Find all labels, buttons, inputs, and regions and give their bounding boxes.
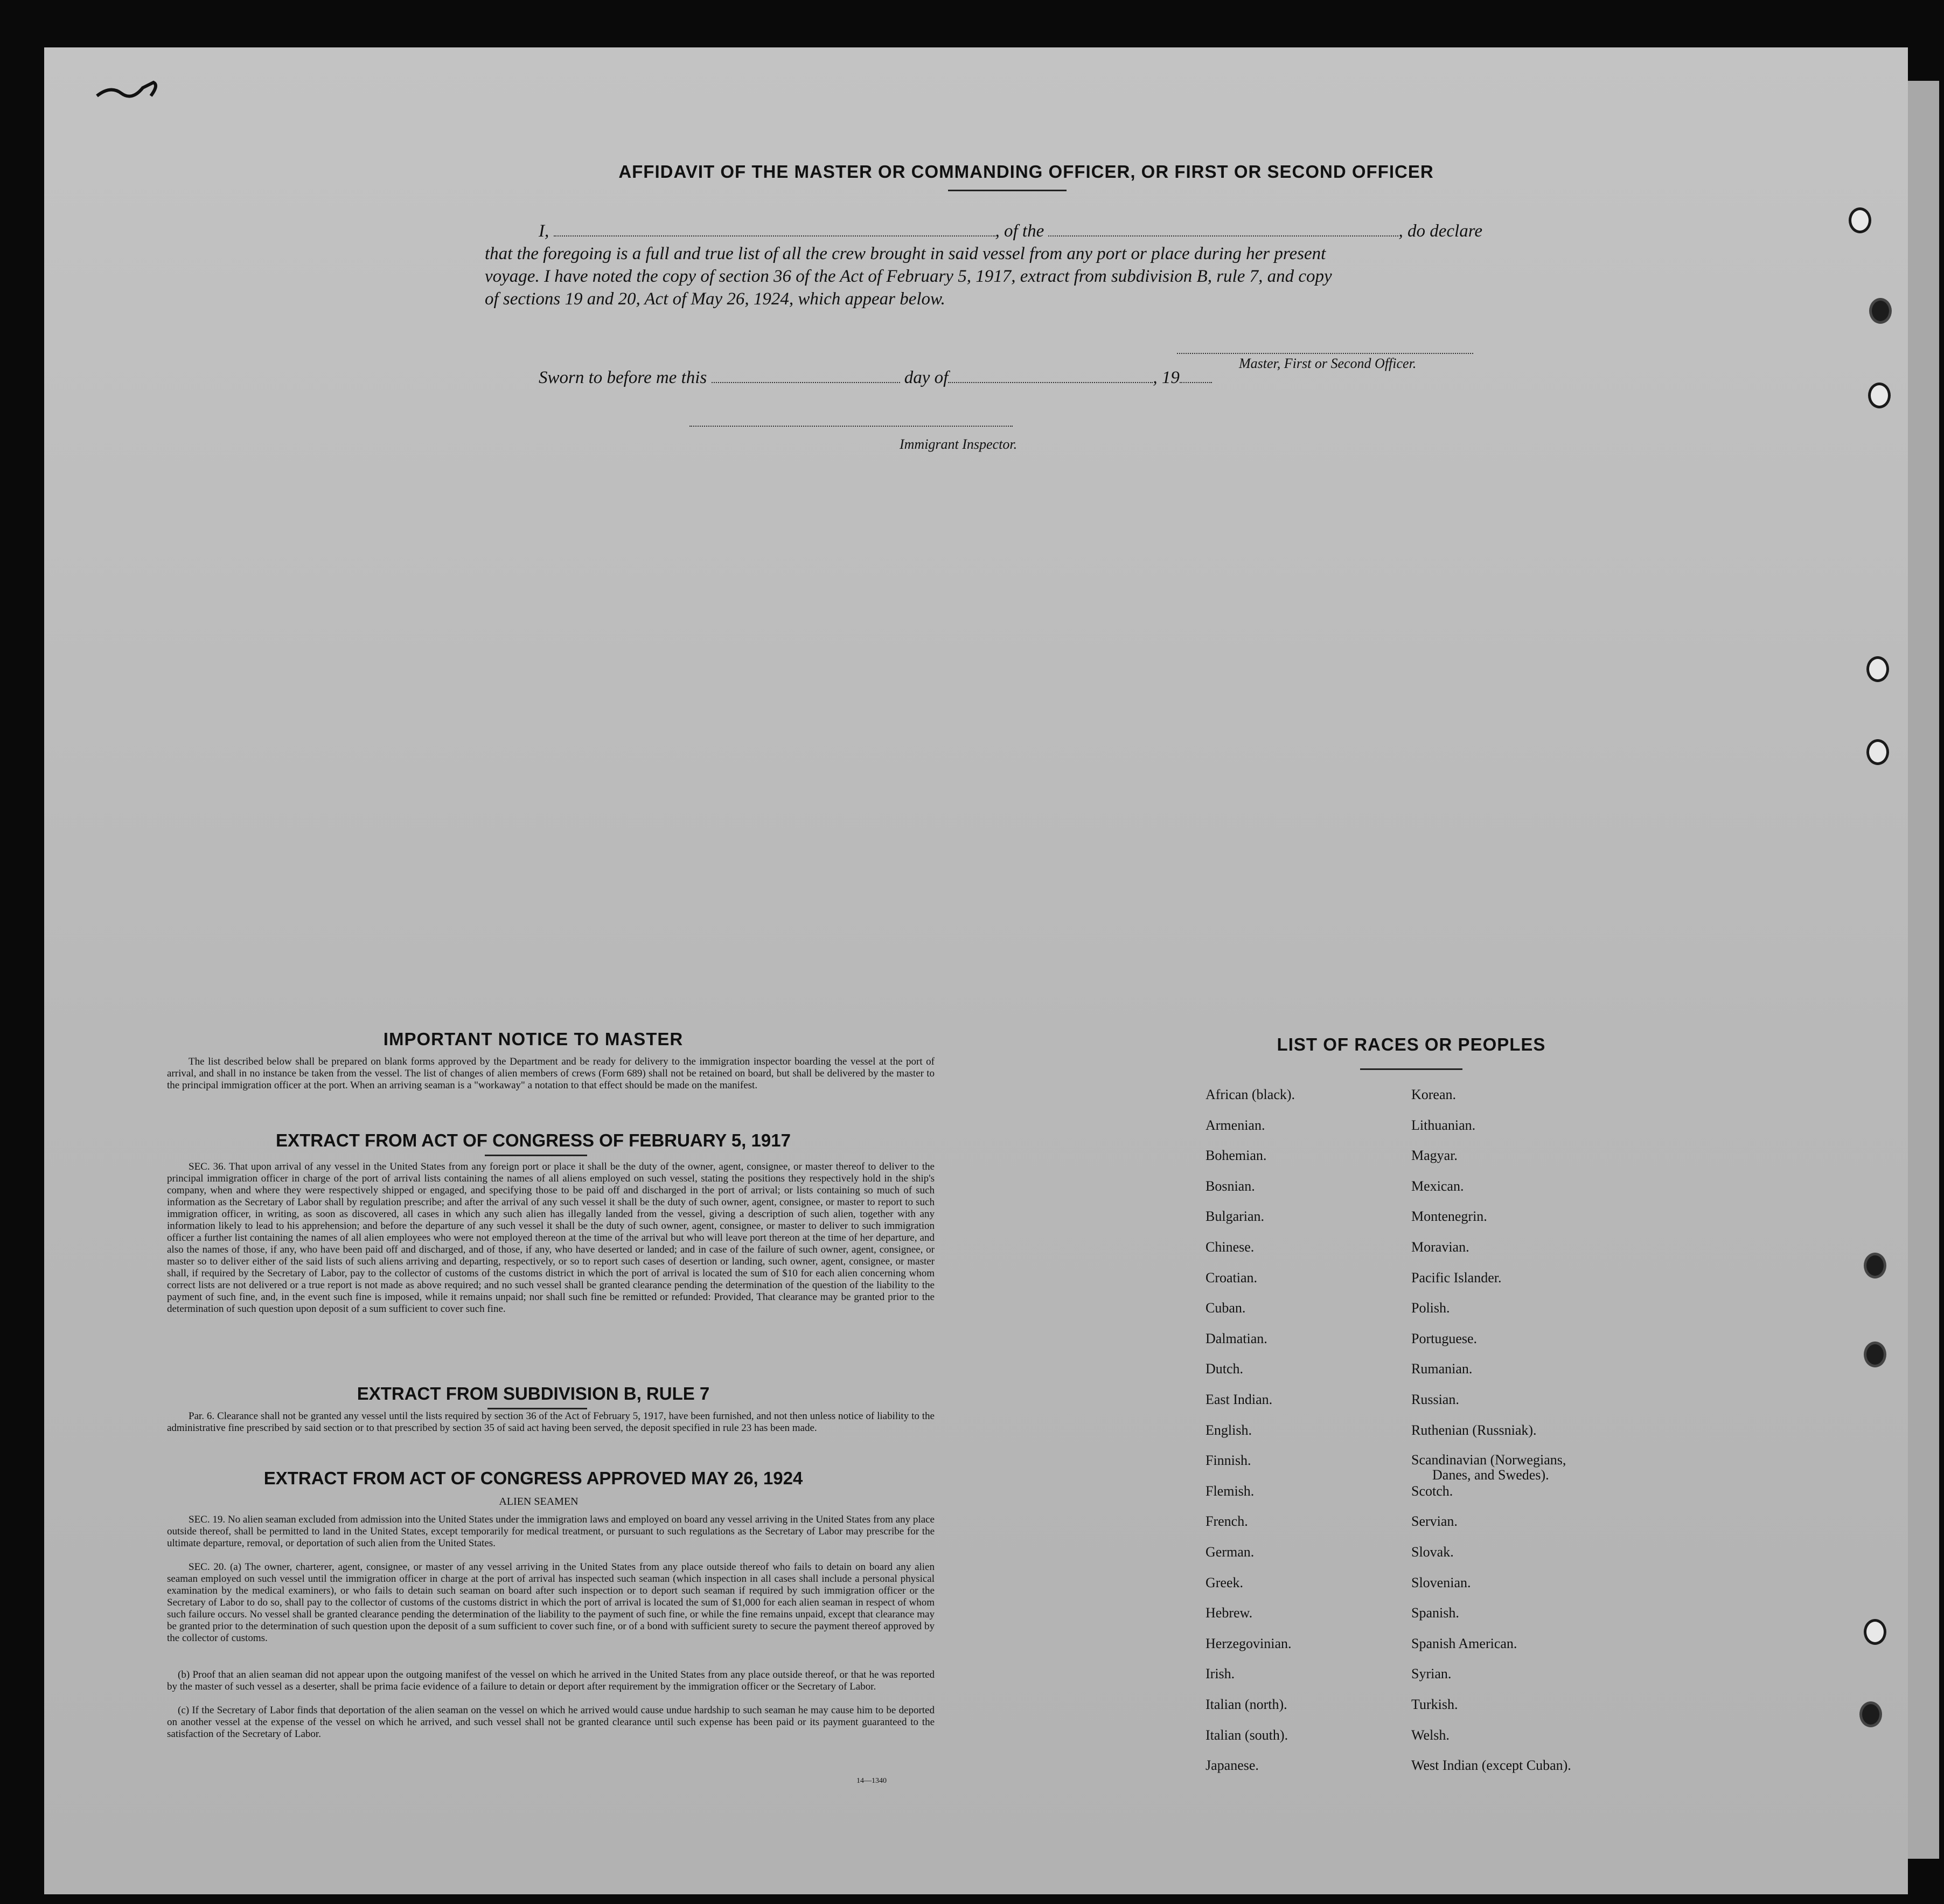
punch-hole [1869, 298, 1892, 324]
sworn-line [485, 366, 1514, 389]
race-item: Chinese. [1206, 1239, 1255, 1255]
race-item: Portuguese. [1411, 1331, 1478, 1346]
day-blank[interactable] [712, 370, 900, 383]
extract2-rule [487, 1408, 587, 1409]
form-number: 14—1340 [856, 1777, 887, 1785]
race-item: Welsh. [1411, 1727, 1450, 1743]
race-item: Scandinavian (Norwegians, Danes, and Swedes). [1411, 1452, 1566, 1483]
race-item: Slovak. [1411, 1544, 1454, 1560]
punch-hole [1864, 1342, 1886, 1367]
day-of-text: day of [904, 368, 949, 387]
race-item: Mexican. [1411, 1178, 1464, 1194]
punch-hole [1866, 656, 1889, 682]
of-the-text: , of the [995, 221, 1044, 241]
notice-title: IMPORTANT NOTICE TO MASTER [383, 1029, 684, 1049]
sec20a-text: SEC. 20. (a) The owner, charterer, agent, consignee, or master of any vessel arriving in the United States from any place outside thereof who fails to detain on board any alien seaman employed on such vessel until the immigration officer in charge at the port of arrival has inspected such seaman (which inspection in all cases shall include a personal physical examination by the medical examiners), or who fails to detain such seaman on board after such inspection or to deport such seaman if required by such immigration officer or the Secretary of Labor to do so, shall pay to the collector of customs of the customs district in which the port of arrival is located the sum of $1,000 for each alien seaman in respect of whom such failure occurs. No vessel shall be granted clearance pending the determination of the liability to the payment of such fine, or while the fine remains unpaid, except that clearance may be granted prior to the determination of such question upon the deposit of a sum sufficient to cover such fine, or of a bond with sufficient surety to secure the payment thereof approved by the collector of customs. [167, 1561, 935, 1644]
affidavit-line-4: of sections 19 and 20, Act of May 26, 1924, which appear below. [485, 289, 945, 309]
sec19-text: SEC. 19. No alien seaman excluded from admission into the United States under the immigration laws and employed on board any vessel arriving in the United States from any place outside thereof, shall be permitted to land in the United States, except temporarily for medical treatment, or pursuant to such regulations as the Secretary of Labor may prescribe for the ultimate departure, removal, or deportation of such alien from the United States. [167, 1514, 935, 1549]
race-item: Scotch. [1411, 1483, 1453, 1499]
punch-hole [1866, 739, 1889, 765]
race-item: Finnish. [1206, 1453, 1251, 1468]
race-item: Greek. [1206, 1575, 1244, 1590]
race-item: Bohemian. [1206, 1148, 1267, 1163]
affidavit-body [485, 220, 1514, 310]
race-item: French. [1206, 1513, 1248, 1529]
races-title: LIST OF RACES OR PEOPLES [1277, 1034, 1546, 1054]
name-blank[interactable] [554, 224, 995, 237]
punch-hole [1864, 1253, 1886, 1278]
race-item: Turkish. [1411, 1697, 1458, 1712]
races-rule [1360, 1068, 1462, 1070]
notice-text: The list described below shall be prepared on blank forms approved by the Department and be ready for delivery to the immigration inspector boarding the vessel at the port of arrival, and shall in no instance be taken from the vessel. The list of changes of alien members of crews (Form 689) shall not be retained on board, but shall be delivered by the master to the principal immigration officer at the port. When an arriving seaman is a "workaway" a notation to that effect should be made on the manifest. [167, 1056, 935, 1091]
race-item: Rumanian. [1411, 1361, 1473, 1377]
race-item: Magyar. [1411, 1148, 1458, 1163]
sec20c-text: (c) If the Secretary of Labor finds that deportation of the alien seaman on the vessel on which he arrived would cause undue hardship to such seaman he may cause him to be deported on another vessel at the expense of the vessel on which he arrived, and such vessel shall not be granted clearance until such expense has been paid or its payment guaranteed to the satisfaction of the Secretary of Labor. [167, 1705, 935, 1740]
affidavit-line-2: that the foregoing is a full and true list of all the crew brought in said vessel from any port or place during her present [485, 244, 1326, 263]
extract1-rule [485, 1155, 587, 1156]
extract1-title: EXTRACT FROM ACT OF CONGRESS OF FEBRUARY 5, 1917 [276, 1130, 791, 1150]
race-item: Dutch. [1206, 1361, 1244, 1377]
year-blank[interactable] [1180, 370, 1212, 383]
race-item: Bulgarian. [1206, 1208, 1265, 1224]
race-item: Flemish. [1206, 1483, 1255, 1499]
punch-hole [1849, 207, 1871, 233]
race-item: Moravian. [1411, 1239, 1469, 1255]
title-rule [948, 190, 1067, 191]
race-item: African (black). [1206, 1087, 1295, 1102]
inspector-label: Immigrant Inspector. [900, 436, 1018, 452]
race-item: German. [1206, 1544, 1255, 1560]
race-item: Bosnian. [1206, 1178, 1255, 1194]
punch-hole [1859, 1701, 1882, 1727]
affidavit-title: AFFIDAVIT OF THE MASTER OR COMMANDING OFFICER, OR FIRST OR SECOND OFFICER [618, 162, 1434, 182]
punch-hole [1864, 1619, 1886, 1645]
race-item: Hebrew. [1206, 1605, 1253, 1621]
race-item: Spanish. [1411, 1605, 1459, 1621]
extract3-title: EXTRACT FROM ACT OF CONGRESS APPROVED MAY 26, 1924 [263, 1468, 803, 1488]
year-prefix: , 19 [1153, 368, 1180, 387]
race-item: Croatian. [1206, 1270, 1258, 1285]
race-item: Irish. [1206, 1666, 1235, 1681]
race-item: Lithuanian. [1411, 1117, 1476, 1133]
vessel-blank[interactable] [1048, 224, 1398, 237]
race-item: Servian. [1411, 1513, 1458, 1529]
race-item: Dalmatian. [1206, 1331, 1267, 1346]
race-item: Syrian. [1411, 1666, 1452, 1681]
sworn-text: Sworn to before me this [539, 368, 707, 387]
affidavit-i: I, [539, 221, 549, 241]
sec20b-text: (b) Proof that an alien seaman did not appear upon the outgoing manifest of the vessel on which he arrived in the United States from any place outside thereof, or that he was reported by the master of such vessel as a deserter, shall be prima facie evidence of a failure to detain or deport after requirement by the immigration officer or the Secretary of Labor. [167, 1669, 935, 1692]
race-item: Armenian. [1206, 1117, 1265, 1133]
race-item: Slovenian. [1411, 1575, 1471, 1590]
extract2-title: EXTRACT FROM SUBDIVISION B, RULE 7 [357, 1384, 710, 1403]
race-item: Japanese. [1206, 1757, 1259, 1773]
race-item: Italian (south). [1206, 1727, 1288, 1743]
extract3-subtitle: ALIEN SEAMEN [499, 1496, 579, 1507]
race-item: West Indian (except Cuban). [1411, 1757, 1571, 1773]
inspector-signature-line[interactable] [689, 426, 1013, 427]
master-signature-line[interactable] [1177, 353, 1473, 354]
race-item: Ruthenian (Russniak). [1411, 1422, 1537, 1438]
affidavit-line-1 [485, 220, 1514, 242]
do-declare-text: , do declare [1398, 221, 1482, 241]
extract1-text: SEC. 36. That upon arrival of any vessel in the United States from any foreign port or place it shall be the duty of the owner, agent, consignee, or master thereof to deliver to the principal immigration officer in charge of the port of arrival lists containing the names of all aliens employed on such vessel, stating the positions they respectively hold in the ship's company, when and where they were respectively shipped or engaged, and specifying those to be paid off and discharged in the port of arrival; or lists containing so much of such information as the Secretary of Labor shall by regulation prescribe; and after the arrival of any such vessel it shall be the duty of such owner, agent, consignee, or master to report to such immigration officer, in writing, as soon as discovered, all cases in which any such alien has illegally landed from the vessel, giving a description of such alien, together with any information likely to lead to his apprehension; and before the departure of any such vessel it shall be the duty of such owner, agent, consignee, or master to deliver to such immigration officer a further list containing the names of all alien employees who were not employed thereon at the time of the arrival but who will leave port thereon at the time of her departure, and also the names of those, if any, who have been paid off and discharged, and of those, if any, who have deserted or landed; and in case of the failure of such owner, agent, consignee, or master so to deliver either of the said lists of such aliens arriving and departing, respectively, or so to report such cases of desertion or landing, such owner, agent, consignee, or master shall, if required by the Secretary of Labor, pay to the collector of customs of the customs district in which the port of arrival is located the sum of $10 for each alien concerning whom correct lists are not delivered or a true report is not made as above required; and no such vessel shall be granted clearance pending the determination of the question of the liability to the payment of such fine, and, in the event such fine is imposed, while it remains unpaid; nor shall such fine be remitted or refunded: Provided, That clearance may be granted prior to the determination of such question upon deposit of a sum sufficient to cover such fine. [167, 1161, 935, 1315]
race-item: English. [1206, 1422, 1252, 1438]
race-item: Cuban. [1206, 1300, 1246, 1316]
extract2-text: Par. 6. Clearance shall not be granted any vessel until the lists required by section 36 of the Act of February 5, 1917, have been furnished, and not then unless notice of liability to the administrative fine prescribed by said section or to that prescribed by section 35 of said act having been served, the deposit specified in rule 23 has been made. [167, 1410, 935, 1434]
master-signature-label: Master, First or Second Officer. [1239, 356, 1417, 371]
race-item: Polish. [1411, 1300, 1450, 1316]
race-item: Korean. [1411, 1087, 1457, 1102]
race-item: Spanish American. [1411, 1636, 1517, 1651]
race-item: East Indian. [1206, 1392, 1273, 1407]
race-item: Herzegovinian. [1206, 1636, 1292, 1651]
race-item: Russian. [1411, 1392, 1459, 1407]
race-item: Montenegrin. [1411, 1208, 1487, 1224]
affidavit-line-3: voyage. I have noted the copy of section 36 of the Act of February 5, 1917, extract from subdivision B, rule 7, and copy [485, 267, 1332, 286]
race-item: Italian (north). [1206, 1697, 1287, 1712]
month-blank[interactable] [948, 370, 1153, 383]
punch-hole [1868, 383, 1891, 408]
corner-handwritten-mark [94, 74, 170, 107]
race-item: Pacific Islander. [1411, 1270, 1502, 1285]
